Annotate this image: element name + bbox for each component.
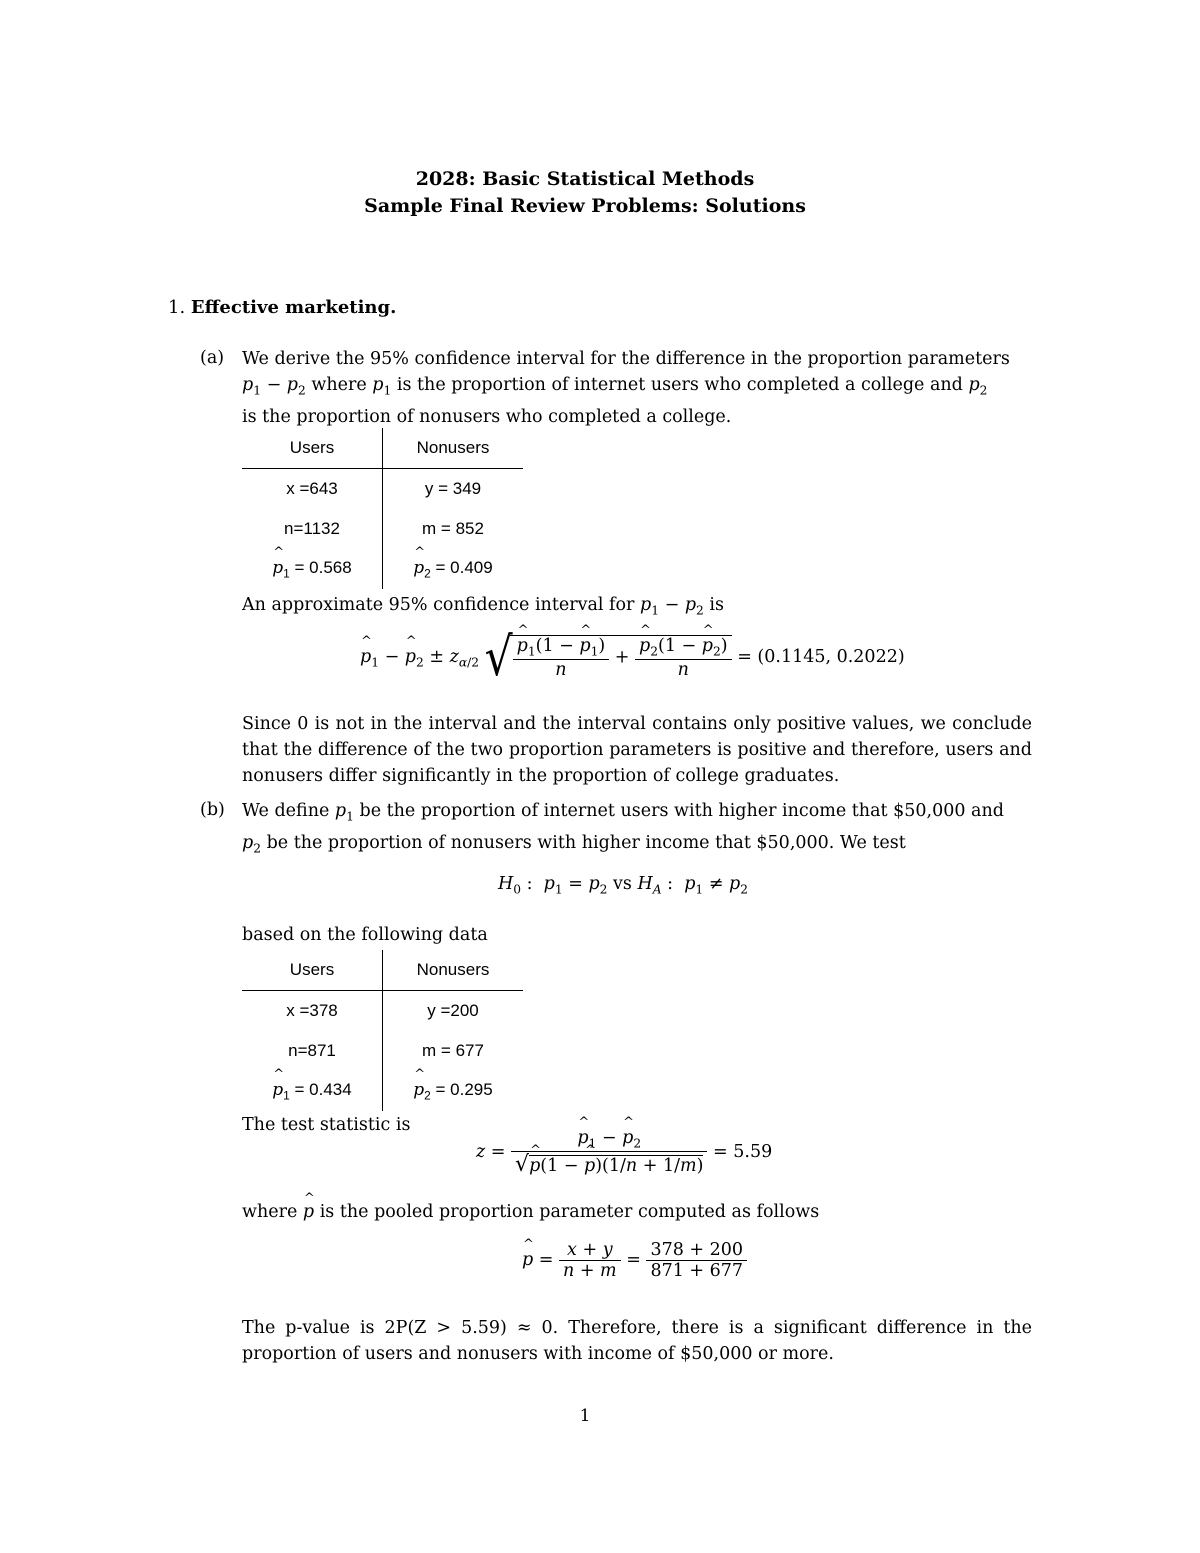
table-cell: x =378 <box>242 991 383 1032</box>
data-intro: based on the following data <box>242 925 488 945</box>
hypothesis: $H_0$ : $p_1 = p_2$ vs $H_A$ : $p_1 \ne p_2$ <box>498 874 748 897</box>
table-cell-p2hat: ^ $p_2 = 0.409$ <box>383 549 524 589</box>
pvalue-conclusion: The p-value is 2P(Z > 5.59) ≈ 0. Therefore, there is a significant difference in the proportion of users and nonusers with income of $50,000 or more. <box>242 1318 1032 1364</box>
table-cell: m = 677 <box>422 1041 484 1060</box>
page-number: 1 <box>579 1406 591 1426</box>
z-formula: z = ^ $\frac{p_1 - \^{} p_2}{√\^{} p(1 - \^{} p)(1/n + 1/m)}$ = 5.59 <box>476 1128 772 1177</box>
problem-number: 1. <box>168 297 186 318</box>
table-cell: y =200 <box>427 1001 479 1020</box>
table-header-nonusers: Nonusers <box>383 950 524 991</box>
table-header-nonusers: Nonusers <box>383 428 524 469</box>
part-b-label: (b) <box>200 800 225 820</box>
table-header-users: Users <box>242 428 383 469</box>
part-a-intro: We derive the 95% confidence interval for the difference in the proportion parameters $p_1 - p_2$ where $p_1$ is the proportion of internet users who completed a college and $p_2$ is the proportion of nonusers who completed a college. <box>242 349 1010 427</box>
part-a-label: (a) <box>200 348 225 368</box>
ci-formula: ^ $p_1$ − ^ $p_2 \pm z_{\alpha/2}$ √ ^ $\frac{p_1(1 - \^{} p_1)}{n}$ + ^ $\frac{p_2(1 - \^{} p_2)}{n}$ = (0.1145, 0.2022) <box>360 632 905 683</box>
pooled-intro: where ^ p is the pooled proportion parameter computed as follows <box>242 1199 1032 1225</box>
pvalue-expression: 2P(Z > 5.59) ≈ 0. <box>384 1318 559 1338</box>
table-cell: x =643 <box>242 469 383 510</box>
z-result: = 5.59 <box>713 1141 773 1162</box>
table-cell-p1hat: ^ $p_1 = 0.434$ <box>242 1071 383 1111</box>
document-subtitle: Sample Final Review Problems: Solutions <box>364 195 806 217</box>
table-cell-p1hat: ^ $p_1 = 0.568$ <box>242 549 383 589</box>
part-a-intro-where: where <box>311 375 367 395</box>
table-header-users: Users <box>242 950 383 991</box>
table-cell: y = 349 <box>424 479 482 498</box>
part-b-intro: We define $p_1$ be the proportion of internet users with higher income that $50,000 and $p_2$ be the proportion of nonusers with higher income that $50,000. We test <box>242 801 1004 855</box>
part-a-intro-line2: is the proportion of internet users who completed a college and <box>396 375 963 395</box>
problem-heading <box>168 297 396 318</box>
pooled-formula: ^ p = $\frac{x + y}{n + m}$ = $\frac{378 + 200}{871 + 677}$ <box>522 1240 747 1281</box>
ci-intro: An approximate 95% confidence interval for $p_1 - p_2$ is <box>242 595 724 618</box>
table-cell: n=871 <box>242 1031 383 1071</box>
table-part-a <box>242 428 523 589</box>
table-cell-p2hat: ^ $p_2 = 0.295$ <box>383 1071 524 1111</box>
ci-result: = (0.1145, 0.2022) <box>737 647 905 667</box>
table-cell: n=1132 <box>242 509 383 549</box>
table-cell: m = 852 <box>422 519 484 538</box>
document-title: 2028: Basic Statistical Methods <box>415 168 755 190</box>
table-part-b <box>242 950 523 1111</box>
problem-title: Effective marketing. <box>190 297 397 318</box>
stat-intro: The test statistic is <box>242 1115 411 1135</box>
part-a-conclusion: Since 0 is not in the interval and the interval contains only positive values, we conclude that the difference of the two proportion parameters is positive and therefore, users and nonusers differ significantly in the proportion of college graduates. <box>242 714 1032 786</box>
part-a-intro-line3: is the proportion of nonusers who completed a college. <box>242 406 732 427</box>
part-a-intro-line1: We derive the 95% confidence interval for the difference in the proportion parameters <box>242 349 1010 369</box>
